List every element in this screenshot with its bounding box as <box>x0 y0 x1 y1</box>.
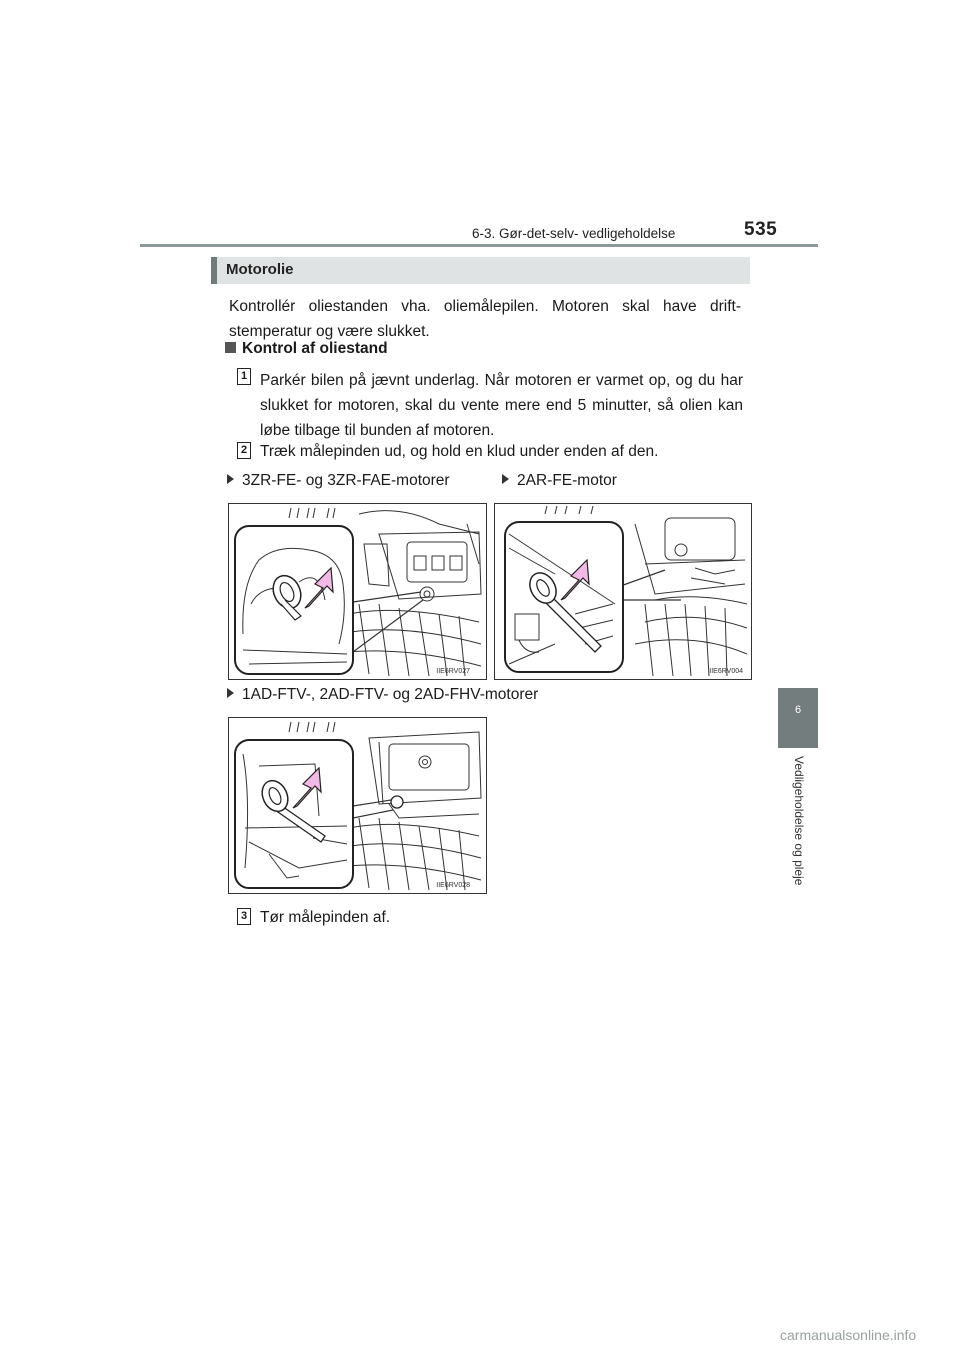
variant-label <box>227 472 450 490</box>
engine-illustration-2ar <box>494 503 752 680</box>
step-number-badge: 3 <box>237 908 251 925</box>
engine-illustration-ad <box>228 717 487 894</box>
chapter-side-label <box>792 756 808 916</box>
square-bullet-icon <box>225 342 236 353</box>
figure-code: IIE6RV027 <box>436 668 470 675</box>
section-title: Motorolie <box>226 261 294 278</box>
figure-code: IIE6RV004 <box>709 668 743 675</box>
page-number: 535 <box>744 219 778 240</box>
triangle-bullet-icon <box>502 474 509 484</box>
chapter-tab: 6 <box>778 688 818 748</box>
engine-illustration-3zr <box>228 503 487 680</box>
step-number-badge: 1 <box>237 368 251 385</box>
running-header-section: 6-3. Gør-det-selv- vedligeholdelse <box>472 226 676 241</box>
section-intro: Kontrollér oliestanden vha. oliemålepilen. Motoren skal have drift-stemperatur og være slukket. <box>229 298 741 340</box>
step-text: Parkér bilen på jævnt underlag. Når motoren er varmet op, og du har slukket for motoren, skal du vente mere end 5 minutter, så olien kan løbe tilbage til bunden af motoren. <box>260 372 743 439</box>
subsection-title: Kontrol af oliestand <box>242 340 388 357</box>
variant-label-text: 2AR-FE-motor <box>517 472 617 489</box>
variant-label-text: 3ZR-FE- og 3ZR-FAE-motorer <box>242 472 450 489</box>
section-title-bar <box>211 257 750 284</box>
section-marker <box>211 257 217 284</box>
figure-code: IIE6RV028 <box>436 882 470 889</box>
chapter-side-label-text: Vedligeholdelse og pleje <box>792 756 806 886</box>
variant-label <box>502 472 617 490</box>
subsection-heading <box>225 340 388 358</box>
step-number-badge: 2 <box>237 442 251 459</box>
step-text: Tør målepinden af. <box>260 909 391 926</box>
watermark: carmanualsonline.info <box>780 1327 917 1343</box>
triangle-bullet-icon <box>227 474 234 484</box>
step-text: Træk målepinden ud, og hold en klud under enden af den. <box>260 443 659 460</box>
variant-label <box>227 686 538 704</box>
triangle-bullet-icon <box>227 688 234 698</box>
header-rule <box>140 244 818 247</box>
variant-label-text: 1AD-FTV-, 2AD-FTV- og 2AD-FHV-motorer <box>242 686 539 703</box>
